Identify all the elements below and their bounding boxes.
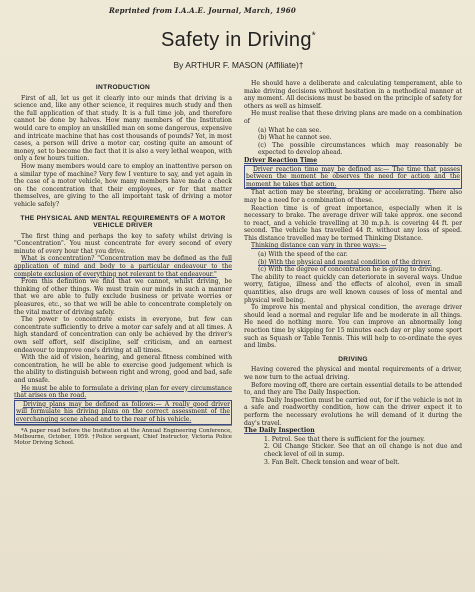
inspection-list <box>258 436 462 466</box>
title-mark: * <box>311 30 316 42</box>
list-item: (b) What he cannot see. <box>258 134 332 142</box>
driving-heading: DRIVING <box>338 355 368 363</box>
paragraph-underlined: He must be able to formulate a driving plan for every circumstance that arises on the road. <box>14 384 232 400</box>
paragraph: The ability to react quickly can deteriorate in several ways. Undue worry, fatigue, illness and the effects of alcohol, even in small quantities, also drugs are well known causes of loss of mental and physical well being. <box>244 273 462 304</box>
intro-heading: INTRODUCTION <box>95 84 151 91</box>
list-item: 1. Petrol. See that there is sufficient for the journey. <box>264 435 425 443</box>
paragraph: First of all, let us get it clearly into our minds that driving is a science and, like any other science, it requires much study and then the full application of that study. It is a full time job, and therefore cannot be done by halves. How many members of the Institution would care to employ an unskilled man on some dangerous, expensive and intricate machine that has cost thousands of pounds? Yet, in most cases, a person will drive a motor car, costing quite an amount of money, set to become the fact that it is also a very lethal weapon, with only a few hours tuition. <box>14 94 232 163</box>
list-item: 2. Oil Change Sticker. See that an oil change is not due and check level of oil in sump. <box>264 443 462 458</box>
article-body <box>14 80 463 466</box>
paragraph: This Daily Inspection must be carried out, for if the vehicle is not in a safe and roadworthy condition, how can the driver expect it to perform the necessary evolutions he will demand of it during the day's travel. <box>244 396 462 427</box>
list-item: 3. Fan Belt. Check tension and wear of belt. <box>264 458 400 466</box>
list-item: (a) With the speed of the car. <box>258 251 348 259</box>
paragraph-boxed: Driving plans may be defined as follows:— A really good driver will formulate his driving plans on the correct assessment of the everchanging scene ahead and to the rear of his vehicle. <box>16 400 230 423</box>
paragraph: The power to concentrate exists in everyone, but few can concentrate sufficiently to drive a motor car safely and at all times. A high standard of concentration can only be achieved by the driver's own self effort, self discipline, self criticism, and an earnest endeavour to improve one's driving at all times. <box>14 316 232 354</box>
paragraph: Before moving off, there are certain essential details to be attended to, and they are The Daily Inspection. <box>244 381 462 397</box>
paragraph: He should have a deliberate and calculating temperament, able to make driving decisions without hesitation in a methodical manner at any moment. All decisions must be based on the principle of safety for others as well as himself. <box>244 80 462 110</box>
paragraph: He must realise that these driving plans are made on a combination of <box>244 110 462 125</box>
paragraph: Reaction time is of great importance, especially when it is necessary to brake. The average driver will take approx. one second to react, and a vehicle travelling at 30 m.p.h. is covering 44 ft. per second. The vehicle has travelled 44 ft. without any loss of speed. This distance travelled may be termed Thinking Distance. <box>244 204 462 242</box>
paragraph-boxed: Driver reaction time may be defined as:— The time that passes between the moment he observes the need for action and the moment he takes that action. <box>246 165 460 188</box>
reprint-note: Reprinted from I.A.A.E. Journal, March, 1960 <box>109 6 296 15</box>
requirements-heading: THE PHYSICAL AND MENTAL REQUIREMENTS OF A MOTOR VEHICLE DRIVER <box>20 214 226 230</box>
list-item: (c) The possible circumstances which may reasonably be expected to develop ahead. <box>258 141 462 157</box>
thinking-distance-list <box>258 251 462 274</box>
paragraph: With the aid of vision, hearing, and general fitness combined with concentration, he will be able to exercise good judgement which is the ability to distinguish between right and wrong, good and bad, safe and unsafe. <box>14 354 232 384</box>
title-text: Safety in Driving <box>161 29 312 51</box>
footnote: *A paper read before the Institution at the Annual Engineering Conference, Melbourne, October, 1959. †Police sergeant, Chief Instructor, Victoria Police Motor Driving School. <box>14 425 232 447</box>
right-column <box>244 80 462 466</box>
paragraph: From this definition we find that we cannot, whilst driving, be thinking of other things. We must train our minds in such a manner that we are able to fully exclude business or private worries or pleasures, etc., so that we will be able to concentrate completely on the vital matter of driving safely. <box>14 278 232 316</box>
paragraph-underlined: What is concentration? "Concentration may be defined as the full application of mind and body to a particular endeavour to the complete exclusion of everything not relevant to that endeavour." <box>14 255 232 278</box>
inspection-subheading: The Daily Inspection <box>244 427 315 435</box>
paragraph: How many members would care to employ an inattentive person on a similar type of machine? Very few I venture to say, and yet again in the case of a motor vehicle, how many members have made a check on the concentration that their employees, or for that matter themselves, are giving to the all important task of driving a motor vehicle safely? <box>14 162 232 208</box>
observation-list <box>258 127 462 157</box>
reaction-subheading: Driver Reaction Time <box>244 156 318 164</box>
list-item: (a) What he can see. <box>258 126 322 134</box>
left-column <box>14 80 232 466</box>
list-item: (c) With the degree of concentration he is giving to driving. <box>258 266 443 274</box>
article-title <box>14 29 463 52</box>
list-item: (b) With the physical and mental condition of the driver. <box>258 258 432 266</box>
paragraph: The first thing and perhaps the key to safety whilst driving is "Concentration". You must concentrate for every second of every minute of every hour that you drive. <box>14 232 232 255</box>
author-line: By ARTHUR F. MASON (Affiliate)† <box>173 60 304 70</box>
paragraph-underlined: Thinking distance can vary in three ways:— <box>251 242 387 250</box>
paragraph: To improve his mental and physical condition, the average driver should lead a normal and regular life and be moderate in all things. He need do nothing more. You can improve an abnormally long reaction time by skipping for 15 minutes each day or play some sport such as Squash or Table Tennis. This will help to co-ordinate the eyes and limbs. <box>244 304 462 350</box>
paragraph: Having covered the physical and mental requirements of a driver, we now turn to the actual driving. <box>244 366 462 381</box>
paragraph: That action may be steering, braking or accelerating. There also may be a need for a combination of these. <box>244 189 462 204</box>
